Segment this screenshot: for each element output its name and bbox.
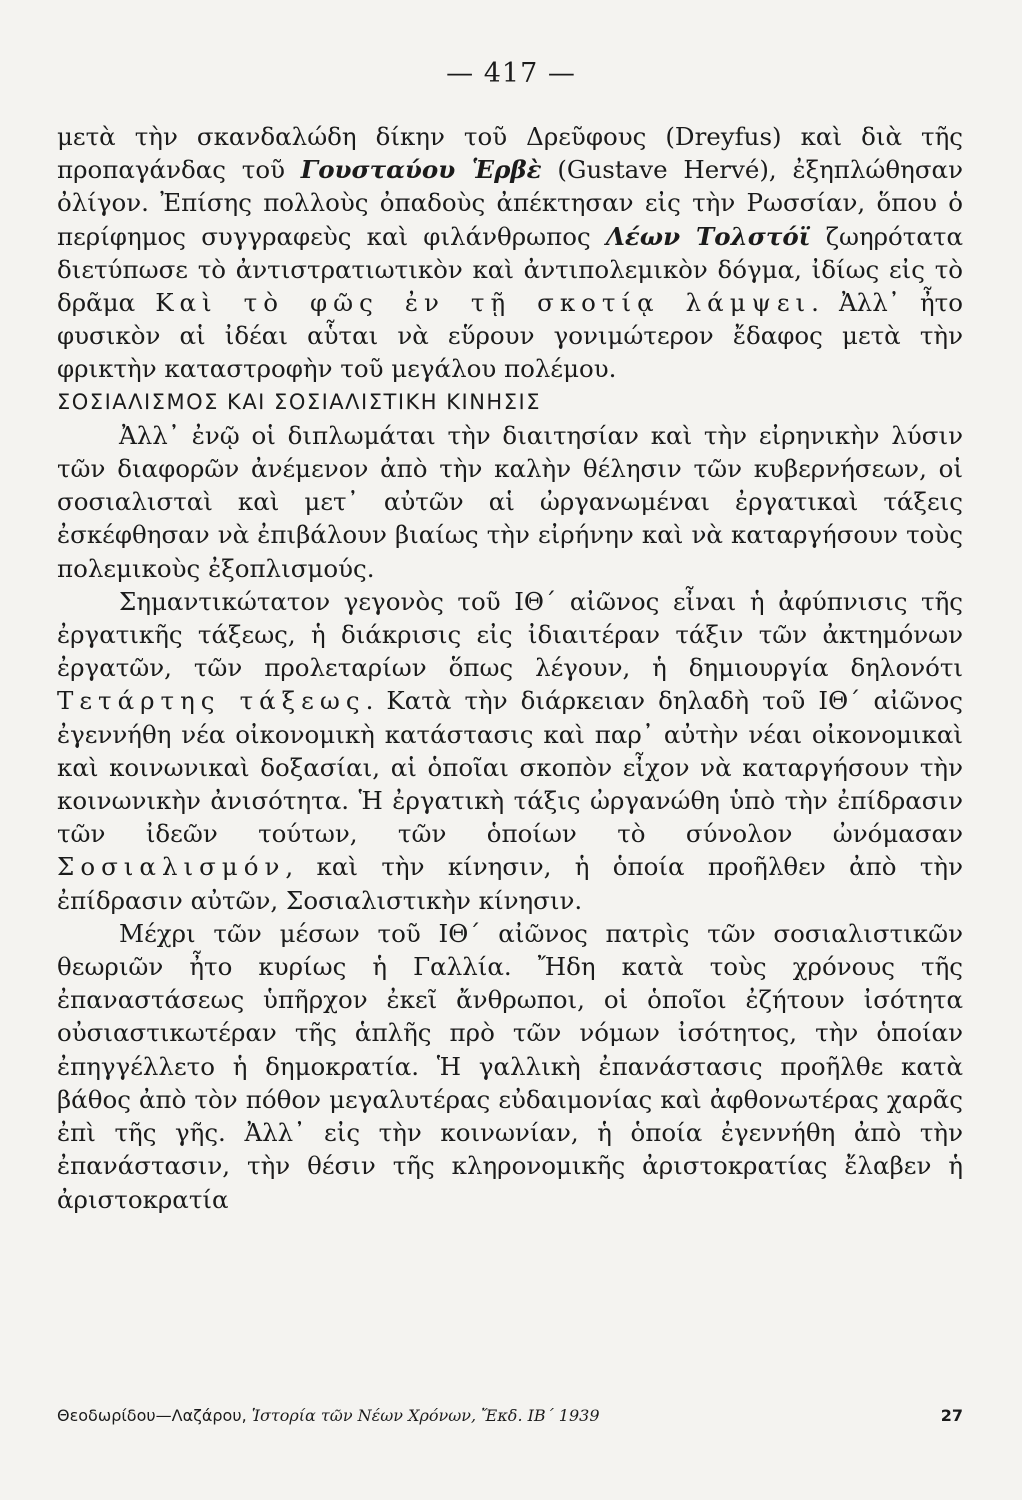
- paragraph-2: Ἀλλ᾿ ἐνῷ οἱ διπλωμάται τὴν διαιτησίαν καὶ τὴν εἰρηνικὴν λύσιν τῶν διαφορῶν ἀνέμενον ἀπὸ τὴν καλὴν θέλησιν τῶν κυβερνήσεων, οἱ σοσιαλισταὶ καὶ μετ᾿ αὐτῶν αἱ ὠργανωμέναι ἐργατικαὶ τάξεις ἐσκέφθησαν νὰ ἐπιβάλουν βιαίως τὴν εἰρήνην καὶ νὰ καταργήσουν τοὺς πολεμικοὺς ἐξοπλισμούς.: [57, 420, 963, 583]
- footer-signature: 27: [940, 1406, 963, 1425]
- p1-text-e: ζωηρότατα διετύπωσε τὸ ἀντιστρατιωτικὸν καὶ ἀντιπολεμικὸν δόγμα, ἰδίως εἰς τὸ δρᾶμα: [57, 221, 963, 318]
- name-tolstoy: Λέων Τολστόϊ: [605, 221, 811, 251]
- paragraph-4: Μέχρι τῶν μέσων τοῦ ΙΘ´ αἰῶνος πατρὶς τῶν σοσιαλιστικῶν θεωριῶν ἦτο κυρίως ἡ Γαλλία. Ἤδη κατὰ τοὺς χρόνους τῆς ἐπαναστάσεως ὑπῆρχον ἐκεῖ ἄνθρωποι, οἱ ὁποῖοι ἐζήτουν ἰσότητα οὐσιαστικωτέραν τῆς ἁπλῆς πρὸ τῶν νόμων ἰσότητος, τὴν ὁποίαν ἐπηγγέλλετο ἡ δημοκρατία. Ἡ γαλλικὴ ἐπανάστασις προῆλθε κατὰ βάθος ἀπὸ τὸν πόθον μεγαλυτέρας εὐδαιμονίας καὶ ἀφθονωτέρας χαρᾶς ἐπὶ τῆς γῆς. Ἀλλ᾿ εἰς τὴν κοινωνίαν, ἡ ὁποία ἐγεννήθη ἀπὸ τὴν ἐπανάστασιν, τὴν θέσιν τῆς κληρονομικῆς ἀριστοκρατίας ἔλαβεν ἡ ἀριστοκρατία: [57, 918, 963, 1214]
- p1-text-a: μετὰ τὴν σκανδαλώδη δίκην τοῦ Δρεῦφους (Dreyfus) καὶ διὰ τῆς προπαγάνδας τοῦ: [57, 122, 963, 185]
- page-number: — 417 —: [446, 58, 576, 89]
- p1-text-c: (Gustave Hervé), ἐξηπλώθησαν ὀλίγον. Ἐπίσης πολλοὺς ὀπαδοὺς ἀπέκτησαν εἰς τὴν Ρωσσίαν, ὅπου ὁ περίφημος συγγραφεὺς καὶ φιλάνθρωπος: [57, 155, 963, 251]
- p3-text-a: Σημαντικώτατον γεγονὸς τοῦ ΙΘ´ αἰῶνος εἶναι ἡ ἀφύπνισις τῆς ἐργατικῆς τάξεως, ἡ διάκρισις εἰς ἰδιαιτέραν τάξιν τῶν ἀκτημόνων ἐργατῶν, τῶν προλεταρίων ὅπως λέγουν, ἡ δημιουργία δηλονότι: [57, 586, 963, 683]
- socialism-term: Σοσιαλισμόν: [57, 852, 286, 882]
- footer-book-title: Ἱστορία τῶν Νέων Χρόνων, Ἔκδ. ΙΒ´ 1939: [251, 1406, 600, 1425]
- p3-text-e: , καὶ τὴν κίνησιν, ἡ ὁποία προῆλθεν ἀπὸ τὴν ἐπίδρασιν αὐτῶν, Σοσιαλιστικὴν κίνησιν.: [57, 852, 963, 915]
- fourth-estate-term: Τετάρτης τάξεως: [57, 686, 366, 716]
- drama-title: Καὶ τὸ φῶς ἐν τῇ σκοτίᾳ λάμψει: [155, 288, 812, 318]
- page-body: [57, 120, 963, 1216]
- section-heading: ΣΟΣΙΑΛΙΣΜΟΣ ΚΑΙ ΣΟΣΙΑΛΙΣΤΙΚΗ ΚΙΝΗΣΙΣ: [57, 389, 541, 414]
- page-footer: [57, 1406, 963, 1425]
- paragraph-1: [57, 120, 963, 386]
- p3-text-c: . Κατὰ τὴν διάρκειαν δηλαδὴ τοῦ ΙΘ´ αἰῶνος ἐγεννήθη νέα οἰκονομικὴ κατάστασις καὶ παρ᾿ αὐτὴν νέαι οἰκονομικαὶ καὶ κοινωνικαὶ δοξασίαι, αἱ ὁποῖαι σκοπὸν εἶχον νὰ καταργήσουν τὴν κοινωνικὴν ἀνισότητα. Ἡ ἐργατικὴ τάξις ὠργανώθη ὑπὸ τὴν ἐπίδρασιν τῶν ἰδεῶν τούτων, τῶν ὁποίων τὸ σύνολον ὠνόμασαν: [57, 686, 963, 849]
- paragraph-3: [57, 585, 963, 917]
- name-herve: Γουσταύου Ἑρβὲ: [300, 155, 542, 185]
- footer-author: Θεοδωρίδου—Λαζάρου,: [57, 1406, 247, 1425]
- p1-text-g: . Ἀλλ᾿ ἦτο φυσικὸν αἱ ἰδέαι αὗται νὰ εὕρουν γονιμώτερον ἔδαφος μετὰ τὴν φρικτὴν καταστροφὴν τοῦ μεγάλου πολέμου.: [57, 288, 963, 384]
- footer-citation: [57, 1406, 600, 1425]
